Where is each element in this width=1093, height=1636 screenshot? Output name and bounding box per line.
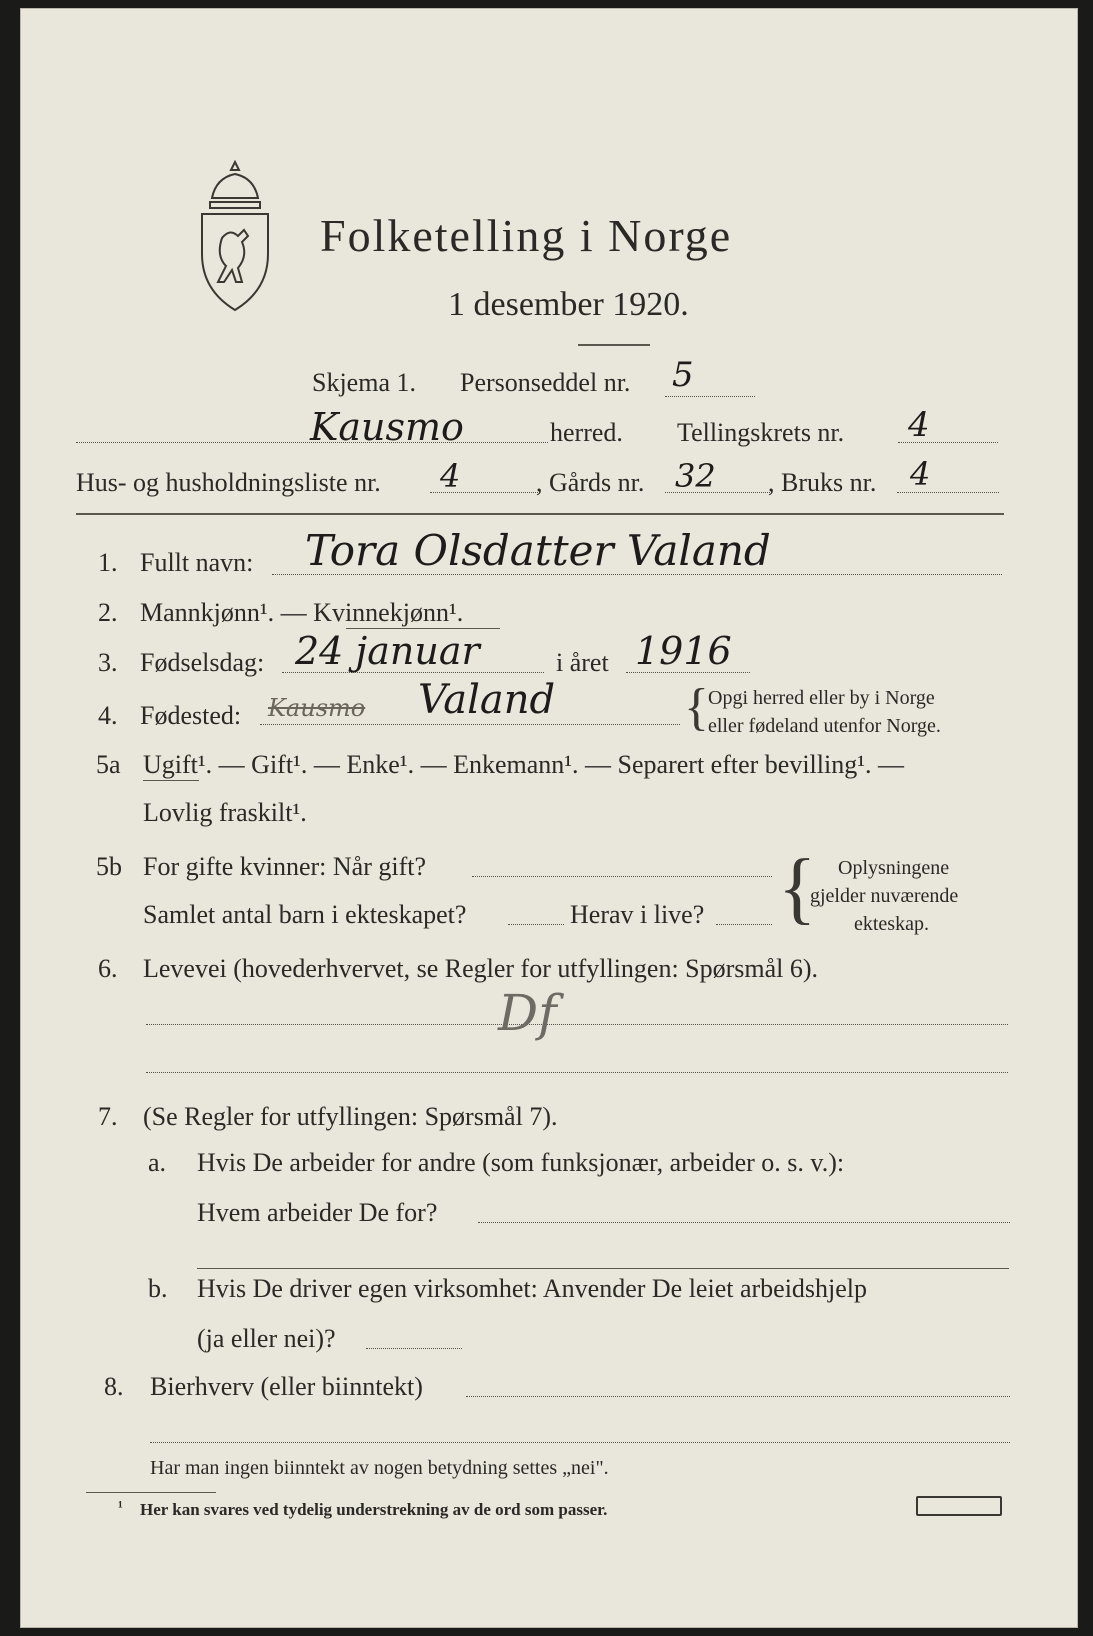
- q8-number: 8.: [104, 1372, 124, 1401]
- hus-value: 4: [440, 457, 461, 495]
- q7-label: (Se Regler for utfyllingen: Spørsmål 7).: [143, 1102, 558, 1131]
- q7-number: 7.: [98, 1102, 118, 1131]
- tellingskrets-value: 4: [908, 405, 930, 445]
- skjema-label: Skjema 1.: [312, 368, 416, 397]
- q4-value: Valand: [418, 677, 556, 723]
- q5b-line-1: For gifte kvinner: Når gift?: [143, 852, 427, 881]
- bruks-value: 4: [910, 455, 931, 493]
- q3-number: 3.: [98, 648, 118, 677]
- q5b-nar-line: [472, 876, 772, 877]
- q6-line-1: [146, 1024, 1008, 1025]
- q7a-letter: a.: [148, 1148, 167, 1177]
- q7a-line: [478, 1222, 1010, 1223]
- q6-value: Df: [498, 984, 557, 1042]
- census-date: 1 desember 1920.: [448, 286, 689, 323]
- personseddel-label: Personseddel nr.: [460, 368, 631, 397]
- footer-note: Har man ingen biinntekt av nogen betydning settes „nei".: [150, 1457, 609, 1479]
- q8-line-2: [150, 1442, 1010, 1443]
- footnote-mark: ¹: [118, 1499, 123, 1516]
- personseddel-value: 5: [672, 355, 694, 395]
- footnote-text: Her kan svares ved tydelig understrekning av de ord som passer.: [140, 1500, 608, 1519]
- q4-note-1: Opgi herred eller by i Norge: [708, 687, 935, 709]
- q6-line-2: [146, 1072, 1008, 1073]
- hus-label: Hus- og husholdningsliste nr.: [76, 468, 381, 497]
- census-form: [20, 8, 1078, 1628]
- q1-value: Tora Olsdatter Valand: [305, 526, 771, 575]
- q3-label: Fødselsdag:: [140, 648, 265, 677]
- q7b-line-2: (ja eller nei)?: [197, 1324, 336, 1353]
- q5a-line-2: Lovlig fraskilt¹.: [143, 798, 307, 827]
- q5a-line-1: Ugift¹. — Gift¹. — Enke¹. — Enkemann¹. — Separert efter bevilling¹. —: [143, 750, 905, 779]
- title-divider: [578, 344, 650, 346]
- q7a-line-2: Hvem arbeider De for?: [197, 1198, 438, 1227]
- q8-line-1: [466, 1396, 1010, 1397]
- q8-label: Bierhverv (eller biinntekt): [150, 1372, 423, 1401]
- gards-value: 32: [675, 457, 716, 495]
- q6-number: 6.: [98, 954, 118, 983]
- q2-label: Mannkjønn¹. — Kvinnekjønn¹.: [140, 598, 464, 627]
- q3-year-value: 1916: [635, 629, 732, 673]
- section-divider: [76, 513, 1004, 515]
- q5b-note-2: gjelder nuværende: [810, 885, 959, 907]
- tellingskrets-label: Tellingskrets nr.: [677, 418, 845, 447]
- q5b-line-2a: Samlet antal barn i ekteskapet?: [143, 900, 467, 929]
- q3-day-value: 24 januar: [295, 629, 480, 673]
- form-title: Folketelling i Norge: [320, 210, 733, 261]
- q5b-note-3: ekteskap.: [854, 913, 929, 935]
- printer-stamp-icon: [916, 1496, 1002, 1516]
- q5b-antal-line: [508, 924, 564, 925]
- bruks-label: , Bruks nr.: [768, 468, 877, 497]
- q4-note-2: eller fødeland utenfor Norge.: [708, 715, 941, 737]
- coat-of-arms-icon: [192, 158, 278, 318]
- q5a-underline-ugift: [143, 780, 199, 781]
- q4-brace: {: [684, 679, 709, 736]
- q5a-number: 5a: [96, 750, 121, 779]
- q5b-live-line: [716, 924, 772, 925]
- q7a-extra-line: [197, 1268, 1009, 1269]
- q4-struck-value: Kausmo: [268, 694, 366, 722]
- q5b-note-1: Oplysningene: [838, 857, 950, 879]
- q1-label: Fullt navn:: [140, 548, 254, 577]
- personseddel-line: [665, 396, 755, 397]
- q5b-brace: {: [778, 844, 817, 932]
- q7b-line: [366, 1348, 462, 1349]
- q5b-line-2b: Herav i live?: [570, 900, 705, 929]
- q5b-number: 5b: [96, 852, 122, 881]
- q2-number: 2.: [98, 598, 118, 627]
- q1-number: 1.: [98, 548, 118, 577]
- q7b-line-1: Hvis De driver egen virksomhet: Anvender De leiet arbeidshjelp: [197, 1274, 868, 1303]
- q4-line: [260, 724, 680, 725]
- herred-label: herred.: [550, 418, 623, 447]
- q7a-line-1: Hvis De arbeider for andre (som funksjonær, arbeider o. s. v.):: [197, 1148, 845, 1177]
- q6-label: Levevei (hovederhvervet, se Regler for utfyllingen: Spørsmål 6).: [143, 954, 819, 983]
- q4-label: Fødested:: [140, 701, 242, 730]
- q3-year-label: i året: [556, 648, 609, 677]
- footnote-divider: [86, 1492, 216, 1493]
- herred-value: Kausmo: [310, 405, 464, 449]
- q7b-letter: b.: [148, 1274, 168, 1303]
- q4-number: 4.: [98, 701, 118, 730]
- gards-label: , Gårds nr.: [536, 468, 645, 497]
